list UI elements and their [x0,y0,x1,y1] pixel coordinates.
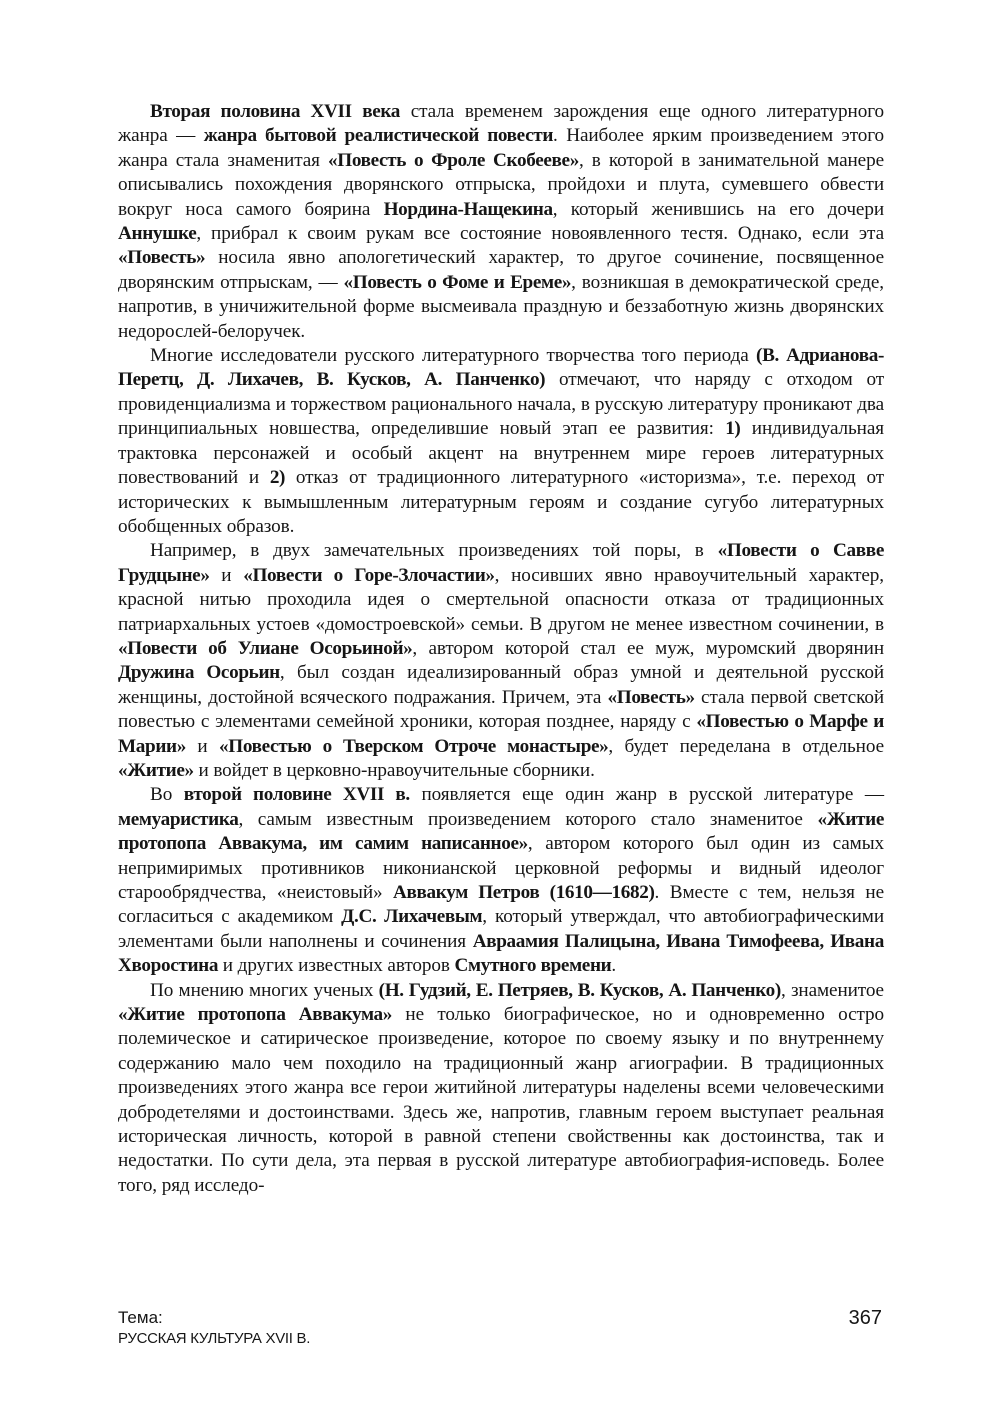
bold-term: «Повесть о Фроле Скобееве» [328,149,579,171]
paragraph: Вторая половина XVII века стала временем зарождения еще одного литературного жанра — жанра бытовой реалистической повести. Наиболее ярким произведением этого жанра стала знаменитая «Повесть о Фроле Скобееве», в которой в занимательной манере описывались похождения дворянского отпрыска, пройдохи и плута, сумевшего обвести вокруг носа самого боярина Нордина-Нащекина, который женившись на его дочери Аннушке, прибрал к своим рукам все состояние новоявленного тестя. Однако, если эта «Повесть» носила явно апологетический характер, то другое сочинение, посвященное дворянским отпрыскам, — «Повесть о Фоме и Ереме», возникшая в демократической среде, напротив, в уничижительной форме высмеивала праздную и беззаботную жизнь дворянских недорослей-белоручек. [118,101,885,342]
paragraph: Многие исследователи русского литературного творчества того периода (В. Адрианова-Перетц, Д. Лихачев, В. Кусков, А. Панченко) отмечают, что наряду с отходом от провиденциализма и торжеством рационального начала, в русскую литературу проникают два принципиальных новшества, определившие новый этап ее развития: 1) индивидуальная трактовка персонажей и особый акцент на внутреннем мире героев литературных повествований и 2) отказ от традиционного литературного «историзма», т.е. переход от исторических к вымышленным литературным героям и создание сугубо литературных обобщенных образов. [118,345,884,537]
bold-term: Вторая половина XVII века [150,101,401,122]
bold-term: жанра бытовой реалистической повести [203,125,554,147]
paragraph: Во второй половине XVII в. появляется еще один жанр в русской литературе — мемуаристика, самым известным произведением которого стало знаменитое «Житие протопопа Аввакума, им самим написанное», автором которого был один из самых непримиримых противников никонианской церковной реформы и видный идеолог старообрядчества, «неистовый» Аввакум Петров (1610—1682). Вместе с тем, нельзя не согласиться с академиком Д.С. Лихачевым, который утверждал, что автобиографическими элементами были наполнены и сочинения Авраамия Палицына, Ивана Тимофеева, Ивана Хворостина и других известных авторов Смутного времени. [118,784,885,977]
page-footer [118,1307,884,1349]
bold-term: мемуаристика [118,808,239,830]
bold-term: «Повестью о Марфе и Марии» [118,711,884,757]
page-number: 367 [848,1307,882,1329]
bold-term: «Житие протопопа Аввакума, им самим написанное» [118,808,884,855]
topic-label: Тема: [118,1308,163,1327]
bold-term: Смутного времени [454,955,612,977]
paragraph: Например, в двух замечательных произведениях той поры, в «Повести о Савве Грудцыне» и «Повести о Горе-Злочастии», носивших явно нравоучительный характер, красной нитью проходила идея о смертельной опасности отказа от традиционных патриархальных устоев «домостроевской» семьи. В другом не менее известном сочинении, в «Повести об Улиане Осорьиной», автором которой стал ее муж, муромский дворянин Дружина Осорьин, был создан идеализированный образ умной и деятельной русской женщины, достойной всяческого подражания. Причем, эта «Повесть» стала первой светской повестью с элементами семейной хроники, которая позднее, наряду с «Повестью о Марфе и Марии» и «Повестью о Тверском Отроче монастыре», будет переделана в отдельное «Житие» и войдет в церковно-нравоучительные сборники. [118,540,885,781]
page-body [118,100,884,1198]
bold-term: «Повести об Улиане Осорьиной» [118,637,413,659]
bold-term: второй половине XVII в. [183,784,410,806]
bold-term: (Н. Гудзий, Е. Петряев, В. Кусков, А. Панченко) [378,979,781,1001]
topic-name: РУССКАЯ КУЛЬТУРА XVII В. [118,1330,311,1347]
bold-term: «Житие протопопа Аввакума» [118,1004,393,1026]
bold-term: Авраамия Палицына, Ивана Тимофеева, Ивана Хворостина [118,930,884,977]
bold-term: (В. Адрианова-Перетц, Д. Лихачев, В. Кусков, А. Панченко) [118,345,884,391]
bold-term: «Повесть о Фоме и Ереме» [343,271,572,293]
paragraph: По мнению многих ученых (Н. Гудзий, Е. Петряев, В. Кусков, А. Панченко), знаменитое «Житие протопопа Аввакума» не только биографическое, но и одновременно остро полемическое и сатирическое произведение, которое по своему языку и по внутреннему содержанию мало чем походило на традиционный жанр агиографии. В традиционных произведениях этого жанра все герои житийной литературы наделены всеми человеческими добродетелями и достоинствами. Здесь же, напротив, главным героем выступает реальная историческая личность, которой в равной степени свойственны как достоинства, так и недостатки. По сути дела, эта первая в русской литературе автобиография-исповедь. Более того, ряд исследо- [118,979,884,1196]
bold-term: Аввакум Петров (1610—1682) [393,882,655,903]
bold-term: «Повести о Горе-Злочастии» [243,564,495,586]
bold-term: «Житие» [118,759,194,781]
bold-term: «Повесть» [118,247,206,269]
bold-term: 1) [725,418,741,440]
bold-term: 2) [269,467,286,489]
bold-term: «Повести о Савве Грудцыне» [118,540,884,586]
bold-term: Дружина Осорьин [118,662,280,684]
bold-term: «Повесть» [607,686,695,708]
bold-term: Д.С. Лихачевым [341,906,483,928]
bold-term: Аннушке [118,223,197,245]
bold-term: Нордина-Нащекина [383,198,553,220]
bold-term: «Повестью о Тверском Отроче монастыре» [219,735,609,757]
